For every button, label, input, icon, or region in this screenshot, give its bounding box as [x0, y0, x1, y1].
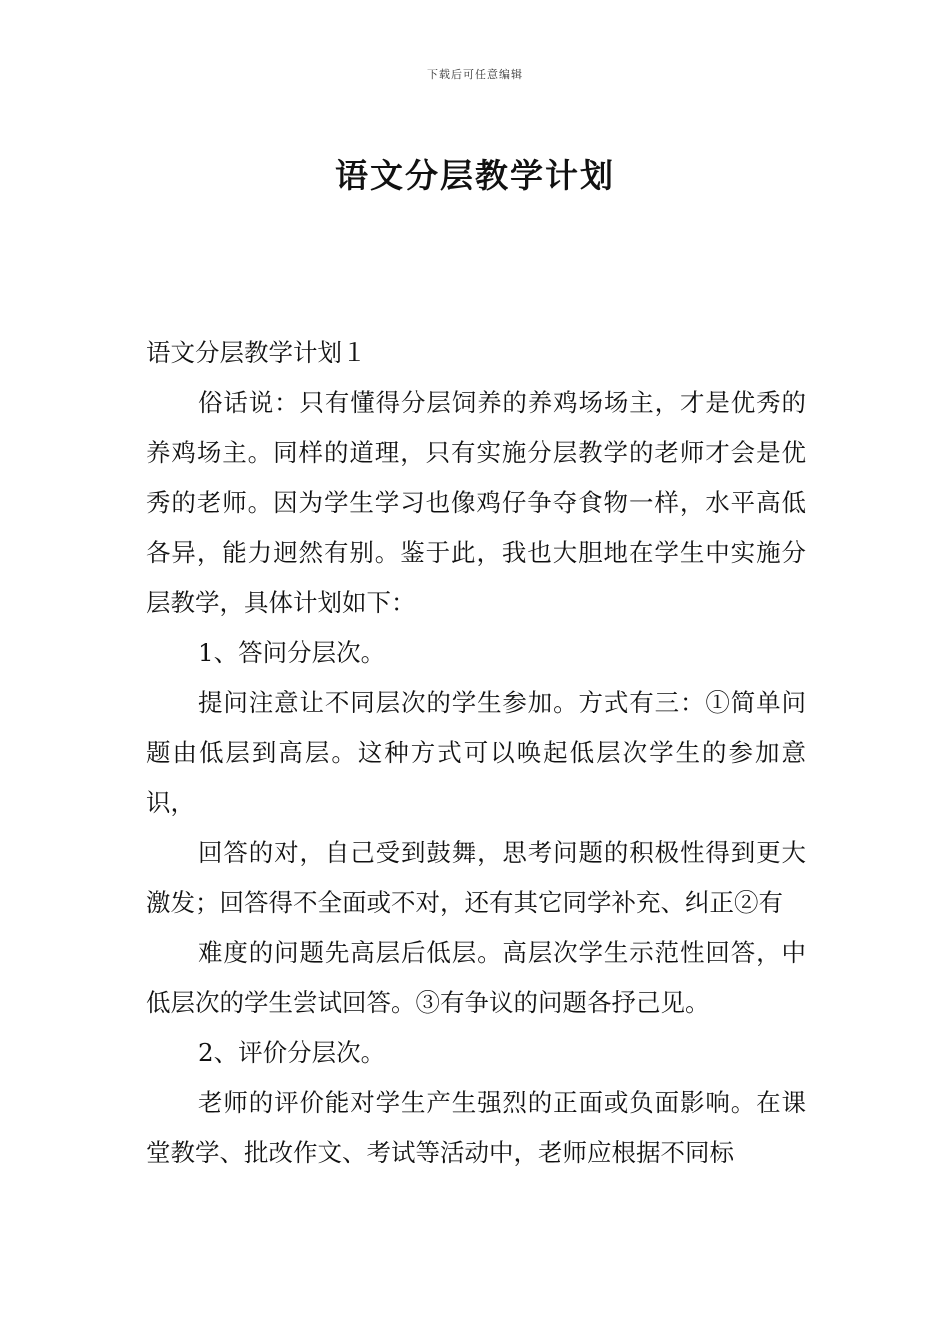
- paragraph-intro: 俗话说：只有懂得分层饲养的养鸡场场主，才是优秀的养鸡场主。同样的道理，只有实施分层教学的老师才会是优秀的老师。因为学生学习也像鸡仔争夺食物一样，水平高低各异，能力迥然有别。鉴于此，我也大胆地在学生中实施分层教学，具体计划如下：: [146, 388, 806, 617]
- point-2-heading: 2、评价分层次。: [198, 1038, 386, 1067]
- paragraph-questioning: 提问注意让不同层次的学生参加。方式有三：①简单问题由低层到高层。这种方式可以唤起低层次学生的参加意识，: [146, 688, 806, 817]
- paragraph-answering: 回答的对，自己受到鼓舞，思考问题的积极性得到更大激发；回答得不全面或不对，还有其它同学补充、纠正②有: [146, 838, 806, 917]
- paragraph-evaluation: 老师的评价能对学生产生强烈的正面或负面影响。在课堂教学、批改作文、考试等活动中，老师应根据不同标: [146, 1088, 806, 1167]
- download-note: 下载后可任意编辑: [427, 68, 523, 81]
- section-heading: 语文分层教学计划１: [146, 338, 367, 367]
- paragraph-difficult-questions: 难度的问题先高层后低层。高层次学生示范性回答，中低层次的学生尝试回答。③有争议的问题各抒己见。: [146, 938, 806, 1017]
- document-body: [146, 328, 806, 1178]
- point-1-heading: 1、答问分层次。: [198, 638, 386, 667]
- document-title: 语文分层教学计划: [335, 156, 615, 196]
